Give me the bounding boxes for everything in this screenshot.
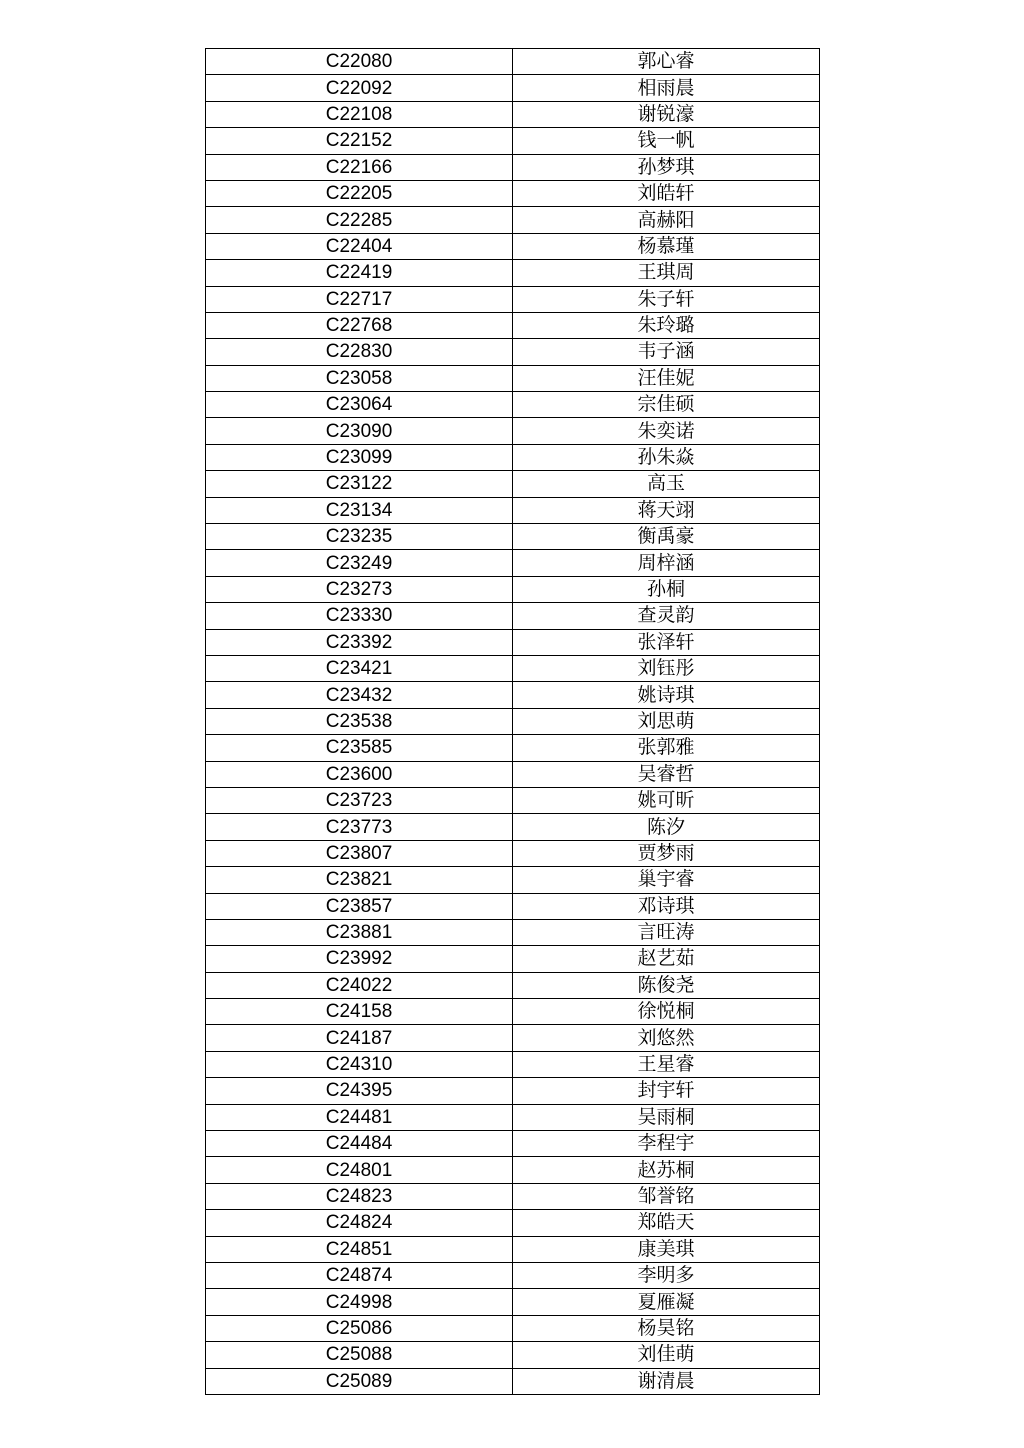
table-row — [206, 154, 820, 180]
student-name-cell: 徐悦桐 — [513, 999, 820, 1025]
table-row — [206, 1025, 820, 1051]
student-name-cell: 封宇轩 — [513, 1078, 820, 1104]
table-row — [206, 999, 820, 1025]
student-id-cell: C24998 — [206, 1289, 513, 1315]
table-row — [206, 128, 820, 154]
student-id-cell: C22080 — [206, 49, 513, 75]
table-row — [206, 814, 820, 840]
student-name-cell: 谢锐濠 — [513, 101, 820, 127]
student-id-cell: C22166 — [206, 154, 513, 180]
student-name-cell: 孙桐 — [513, 576, 820, 602]
table-row — [206, 576, 820, 602]
table-row — [206, 1157, 820, 1183]
student-id-cell: C23122 — [206, 471, 513, 497]
student-name-cell: 李明多 — [513, 1262, 820, 1288]
student-name-cell: 杨慕瑾 — [513, 233, 820, 259]
student-name-cell: 孙梦琪 — [513, 154, 820, 180]
student-id-cell: C23099 — [206, 444, 513, 470]
student-id-cell: C23134 — [206, 497, 513, 523]
student-name-cell: 郭心睿 — [513, 49, 820, 75]
student-id-cell: C25086 — [206, 1315, 513, 1341]
student-id-cell: C24484 — [206, 1131, 513, 1157]
table-row — [206, 867, 820, 893]
student-id-cell: C22205 — [206, 180, 513, 206]
student-id-cell: C23857 — [206, 893, 513, 919]
table-row — [206, 972, 820, 998]
table-row — [206, 101, 820, 127]
student-name-cell: 杨昊铭 — [513, 1315, 820, 1341]
table-row — [206, 444, 820, 470]
table-row — [206, 735, 820, 761]
table-row — [206, 260, 820, 286]
student-id-cell: C22830 — [206, 339, 513, 365]
student-name-cell: 姚诗琪 — [513, 682, 820, 708]
student-name-cell: 衡禹豪 — [513, 524, 820, 550]
student-id-cell: C22108 — [206, 101, 513, 127]
student-id-cell: C24874 — [206, 1262, 513, 1288]
student-id-cell: C22768 — [206, 312, 513, 338]
roster-table — [205, 48, 820, 1395]
table-row — [206, 418, 820, 444]
table-row — [206, 893, 820, 919]
student-name-cell: 刘皓轩 — [513, 180, 820, 206]
roster-table-body — [206, 49, 820, 1395]
student-id-cell: C24310 — [206, 1051, 513, 1077]
student-name-cell: 巢宇睿 — [513, 867, 820, 893]
student-name-cell: 郑皓天 — [513, 1210, 820, 1236]
student-id-cell: C24395 — [206, 1078, 513, 1104]
student-id-cell: C23064 — [206, 392, 513, 418]
student-id-cell: C23723 — [206, 787, 513, 813]
student-name-cell: 高玉 — [513, 471, 820, 497]
student-id-cell: C24481 — [206, 1104, 513, 1130]
table-row — [206, 1078, 820, 1104]
student-name-cell: 孙朱焱 — [513, 444, 820, 470]
student-name-cell: 刘悠然 — [513, 1025, 820, 1051]
table-row — [206, 471, 820, 497]
student-id-cell: C23773 — [206, 814, 513, 840]
student-name-cell: 韦子涵 — [513, 339, 820, 365]
student-name-cell: 夏雁凝 — [513, 1289, 820, 1315]
table-row — [206, 1104, 820, 1130]
student-name-cell: 赵艺茹 — [513, 946, 820, 972]
table-row — [206, 761, 820, 787]
table-row — [206, 787, 820, 813]
student-id-cell: C24801 — [206, 1157, 513, 1183]
student-id-cell: C23090 — [206, 418, 513, 444]
table-row — [206, 49, 820, 75]
student-id-cell: C23821 — [206, 867, 513, 893]
table-row — [206, 946, 820, 972]
student-id-cell: C24022 — [206, 972, 513, 998]
student-name-cell: 周梓涵 — [513, 550, 820, 576]
student-name-cell: 查灵韵 — [513, 603, 820, 629]
student-id-cell: C23392 — [206, 629, 513, 655]
student-id-cell: C23235 — [206, 524, 513, 550]
student-name-cell: 李程宇 — [513, 1131, 820, 1157]
table-row — [206, 1262, 820, 1288]
student-id-cell: C23807 — [206, 840, 513, 866]
student-id-cell: C24158 — [206, 999, 513, 1025]
student-name-cell: 相雨晨 — [513, 75, 820, 101]
student-name-cell: 贾梦雨 — [513, 840, 820, 866]
student-id-cell: C24851 — [206, 1236, 513, 1262]
table-row — [206, 629, 820, 655]
table-row — [206, 1210, 820, 1236]
student-name-cell: 邹誉铭 — [513, 1183, 820, 1209]
student-id-cell: C24187 — [206, 1025, 513, 1051]
table-row — [206, 75, 820, 101]
student-name-cell: 王琪周 — [513, 260, 820, 286]
student-name-cell: 刘思萌 — [513, 708, 820, 734]
student-id-cell: C24823 — [206, 1183, 513, 1209]
student-name-cell: 陈汐 — [513, 814, 820, 840]
student-id-cell: C23432 — [206, 682, 513, 708]
table-row — [206, 233, 820, 259]
table-row — [206, 312, 820, 338]
table-row — [206, 708, 820, 734]
table-row — [206, 682, 820, 708]
table-row — [206, 207, 820, 233]
student-id-cell: C23249 — [206, 550, 513, 576]
student-name-cell: 蒋天翊 — [513, 497, 820, 523]
student-id-cell: C23538 — [206, 708, 513, 734]
table-row — [206, 286, 820, 312]
student-id-cell: C22717 — [206, 286, 513, 312]
student-id-cell: C22152 — [206, 128, 513, 154]
table-row — [206, 603, 820, 629]
student-id-cell: C23881 — [206, 919, 513, 945]
student-id-cell: C23058 — [206, 365, 513, 391]
student-name-cell: 宗佳硕 — [513, 392, 820, 418]
table-row — [206, 1236, 820, 1262]
student-id-cell: C25088 — [206, 1342, 513, 1368]
student-name-cell: 吴睿哲 — [513, 761, 820, 787]
table-row — [206, 365, 820, 391]
table-row — [206, 655, 820, 681]
student-name-cell: 朱玲璐 — [513, 312, 820, 338]
table-row — [206, 1183, 820, 1209]
table-row — [206, 1289, 820, 1315]
table-row — [206, 497, 820, 523]
student-id-cell: C24824 — [206, 1210, 513, 1236]
student-id-cell: C23992 — [206, 946, 513, 972]
table-row — [206, 1051, 820, 1077]
student-id-cell: C22092 — [206, 75, 513, 101]
student-id-cell: C23600 — [206, 761, 513, 787]
student-name-cell: 刘钰彤 — [513, 655, 820, 681]
student-name-cell: 陈俊尧 — [513, 972, 820, 998]
table-row — [206, 1315, 820, 1341]
student-name-cell: 张郭雅 — [513, 735, 820, 761]
student-name-cell: 汪佳妮 — [513, 365, 820, 391]
student-name-cell: 邓诗琪 — [513, 893, 820, 919]
student-id-cell: C23273 — [206, 576, 513, 602]
table-row — [206, 339, 820, 365]
student-id-cell: C23421 — [206, 655, 513, 681]
table-row — [206, 1368, 820, 1394]
student-id-cell: C22419 — [206, 260, 513, 286]
student-id-cell: C22285 — [206, 207, 513, 233]
student-name-cell: 刘佳萌 — [513, 1342, 820, 1368]
student-id-cell: C23330 — [206, 603, 513, 629]
table-row — [206, 550, 820, 576]
student-name-cell: 吴雨桐 — [513, 1104, 820, 1130]
table-row — [206, 392, 820, 418]
table-row — [206, 1131, 820, 1157]
student-name-cell: 钱一帆 — [513, 128, 820, 154]
student-id-cell: C22404 — [206, 233, 513, 259]
student-name-cell: 高赫阳 — [513, 207, 820, 233]
table-row — [206, 180, 820, 206]
table-row — [206, 840, 820, 866]
student-id-cell: C23585 — [206, 735, 513, 761]
student-name-cell: 姚可昕 — [513, 787, 820, 813]
table-row — [206, 919, 820, 945]
table-row — [206, 524, 820, 550]
student-id-cell: C25089 — [206, 1368, 513, 1394]
student-name-cell: 王星睿 — [513, 1051, 820, 1077]
student-name-cell: 赵苏桐 — [513, 1157, 820, 1183]
student-name-cell: 张泽轩 — [513, 629, 820, 655]
table-row — [206, 1342, 820, 1368]
student-name-cell: 朱子轩 — [513, 286, 820, 312]
student-name-cell: 言旺涛 — [513, 919, 820, 945]
student-name-cell: 康美琪 — [513, 1236, 820, 1262]
student-name-cell: 朱奕诺 — [513, 418, 820, 444]
student-name-cell: 谢清晨 — [513, 1368, 820, 1394]
